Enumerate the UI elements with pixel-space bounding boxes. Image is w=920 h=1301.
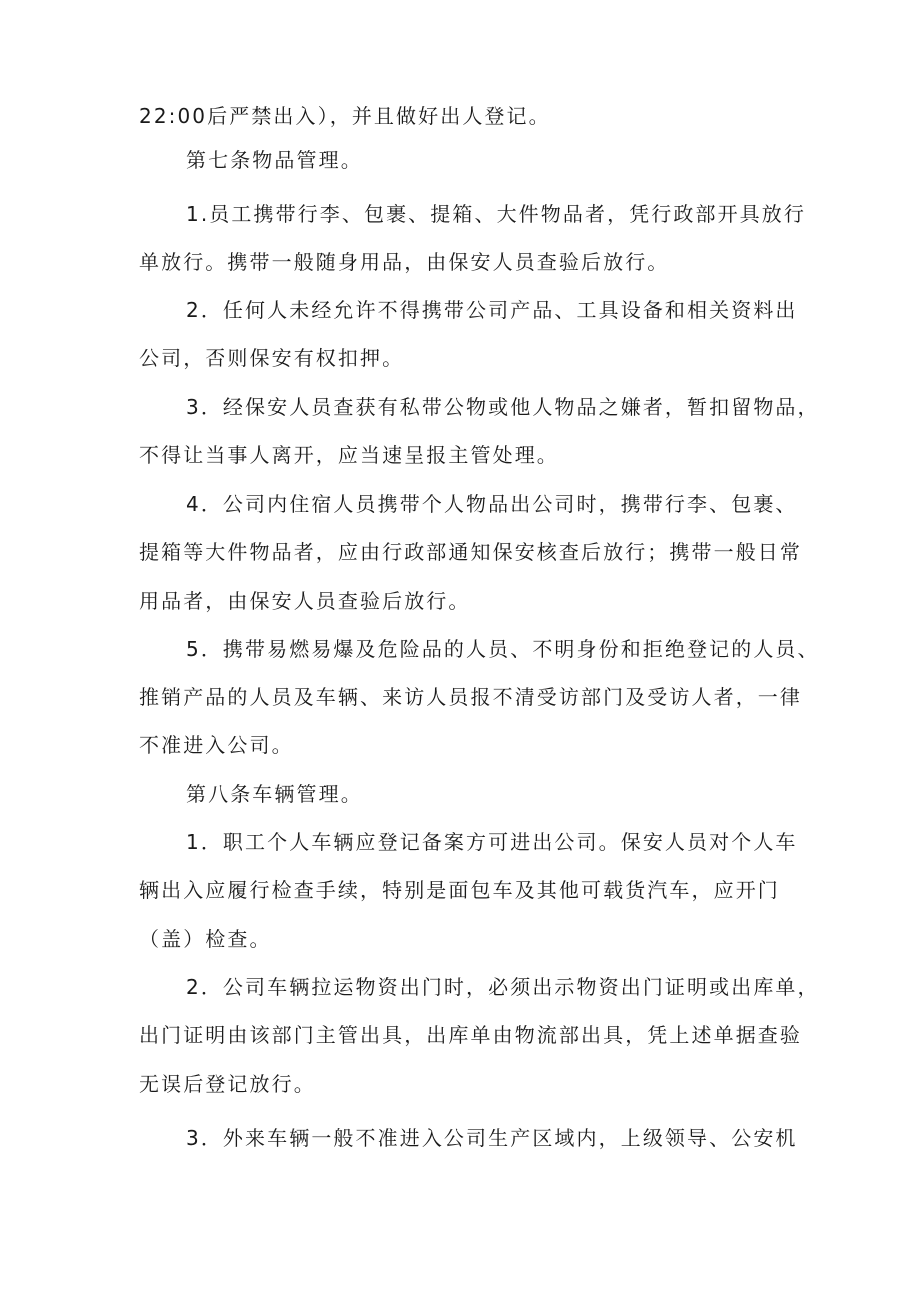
section-heading: 第七条物品管理。: [186, 148, 363, 172]
text-line: 不得让当事人离开，应当速呈报主管处理。: [139, 443, 559, 467]
text-line: 出门证明由该部门主管出具，出库单由物流部出具，凭上述单据查验: [139, 1023, 802, 1047]
text-line: （盖）检查。: [139, 927, 272, 951]
text-line: 不准进入公司。: [139, 733, 294, 757]
text-line: 5．携带易燃易爆及危险品的人员、不明身份和拒绝登记的人员、: [186, 637, 820, 661]
text-line: 辆出入应履行检查手续，特别是面包车及其他可载货汽车，应开门: [139, 878, 780, 902]
section-heading: 第八条车辆管理。: [186, 782, 363, 806]
text-line: 3．外来车辆一般不准进入公司生产区域内，上级领导、公安机: [186, 1126, 798, 1150]
text-line: 单放行。携带一般随身用品，由保安人员查验后放行。: [139, 250, 670, 274]
text-line: 3．经保安人员查获有私带公物或他人物品之嫌者，暂扣留物品，: [186, 395, 820, 419]
text-line: 2．公司车辆拉运物资出门时，必须出示物资出门证明或出库单，: [186, 975, 820, 999]
text-line: 1.员工携带行李、包裹、提箱、大件物品者，凭行政部开具放行: [186, 202, 806, 226]
text-line: 4．公司内住宿人员携带个人物品出公司时，携带行李、包裹、: [186, 492, 798, 516]
text-line: 用品者，由保安人员查验后放行。: [139, 589, 471, 613]
text-line: 无误后登记放行。: [139, 1072, 316, 1096]
text-line: 2．任何人未经允许不得携带公司产品、工具设备和相关资料出: [186, 298, 798, 322]
text-line: 22:00后严禁出入），并且做好出人登记。: [139, 104, 551, 128]
text-line: 公司，否则保安有权扣押。: [139, 346, 405, 370]
text-line: 1．职工个人车辆应登记备案方可进出公司。保安人员对个人车: [186, 830, 798, 854]
text-line: 提箱等大件物品者，应由行政部通知保安核查后放行；携带一般日常: [139, 540, 802, 564]
text-line: 推销产品的人员及车辆、来访人员报不清受访部门及受访人者，一律: [139, 685, 802, 709]
